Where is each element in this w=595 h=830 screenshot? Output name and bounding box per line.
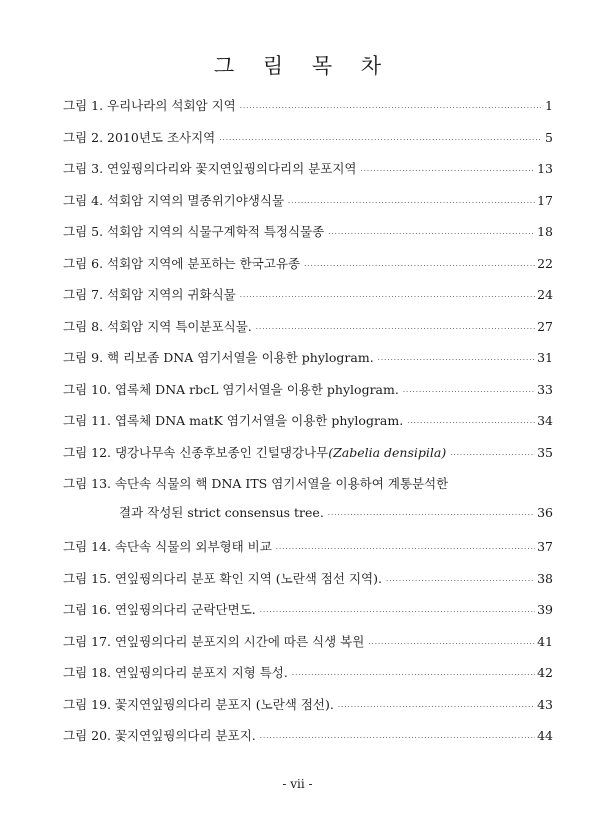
species-name: (Zabelia densipila) bbox=[328, 444, 447, 460]
toc-entry-label: 그림 4. 석회암 지역의 멸종위기야생식물 bbox=[63, 192, 285, 208]
toc-entry-page: 24 bbox=[537, 287, 553, 302]
toc-entry-page: 35 bbox=[537, 444, 553, 460]
toc-entry-19[interactable] bbox=[63, 692, 553, 724]
toc-entry-10[interactable] bbox=[63, 377, 553, 409]
toc-entry-label: 그림 14. 속단속 식물의 외부형태 비교 bbox=[63, 539, 272, 554]
dot-leader bbox=[260, 608, 535, 616]
toc-entry-17[interactable] bbox=[63, 629, 553, 661]
toc-entry-label: 그림 1. 우리나라의 석회암 지역 bbox=[63, 98, 236, 113]
dot-leader bbox=[276, 545, 535, 553]
toc-entry-label bbox=[63, 443, 446, 461]
dot-leader bbox=[328, 230, 535, 238]
toc-entry-page: 43 bbox=[537, 696, 553, 712]
toc-entry-label: 그림 10. 엽록체 DNA rbcL 염기서열을 이용한 phylogram. bbox=[63, 381, 399, 397]
dot-leader bbox=[288, 199, 535, 207]
dot-leader bbox=[240, 104, 541, 112]
toc-entry-8[interactable] bbox=[63, 314, 553, 346]
toc-entry-9[interactable] bbox=[63, 345, 553, 377]
dot-leader bbox=[240, 293, 535, 301]
toc-entry-label: 그림 9. 핵 리보좀 DNA 염기서열을 이용한 phylogram. bbox=[63, 350, 374, 365]
toc-entry-page: 18 bbox=[537, 224, 553, 239]
dot-leader bbox=[292, 671, 535, 679]
toc-entry-13-continued[interactable] bbox=[63, 503, 553, 535]
toc-entry-6[interactable] bbox=[63, 251, 553, 283]
dot-leader bbox=[260, 734, 535, 742]
toc-entry-page: 22 bbox=[537, 255, 553, 271]
toc-entry-label: 그림 15. 연잎꿩의다리 분포 확인 지역 (노란색 점선 지역). bbox=[63, 570, 382, 586]
toc-entry-page: 38 bbox=[537, 570, 553, 586]
toc-entry-label-text: 그림 12. 댕강나무속 신종후보종인 긴털댕강나무 bbox=[63, 444, 329, 460]
toc-entry-label: 그림 3. 연잎꿩의다리와 꽃지연잎꿩의다리의 분포지역 bbox=[63, 161, 357, 176]
toc-entry-4[interactable] bbox=[63, 188, 553, 220]
toc-entry-page: 39 bbox=[537, 602, 553, 617]
toc-entry-page: 41 bbox=[537, 633, 553, 649]
toc-entry-page: 33 bbox=[537, 381, 553, 397]
page-title: 그 림 목 차 bbox=[213, 54, 393, 78]
toc-entry-18[interactable] bbox=[63, 660, 553, 692]
toc-entry-label: 그림 18. 연잎꿩의다리 분포지 지형 특성. bbox=[63, 665, 288, 680]
toc-entry-12[interactable] bbox=[63, 440, 553, 472]
dot-leader bbox=[328, 511, 535, 519]
toc-entry-page: 27 bbox=[537, 318, 553, 334]
toc-entry-page: 5 bbox=[545, 129, 553, 145]
toc-entry-page: 31 bbox=[537, 350, 553, 365]
toc-entry-20[interactable] bbox=[63, 723, 553, 755]
dot-leader bbox=[256, 325, 535, 333]
toc-entry-page: 36 bbox=[537, 504, 553, 520]
dot-leader bbox=[403, 388, 535, 396]
toc-entry-label: 그림 13. 속단속 식물의 핵 DNA ITS 염기서열을 이용하여 계통분석한 bbox=[63, 476, 449, 491]
toc-entry-page: 17 bbox=[537, 192, 553, 208]
toc-entry-7[interactable] bbox=[63, 282, 553, 314]
toc-entry-page: 13 bbox=[537, 161, 553, 176]
toc-entry-15[interactable] bbox=[63, 566, 553, 598]
toc-entry-3[interactable] bbox=[63, 156, 553, 188]
dot-leader bbox=[386, 577, 535, 585]
toc-entry-1[interactable] bbox=[63, 93, 553, 125]
toc-entry-5[interactable] bbox=[63, 219, 553, 251]
toc-entry-label: 그림 19. 꽃지연잎꿩의다리 분포지 (노란색 점선). bbox=[63, 696, 334, 712]
toc-entry-page: 1 bbox=[545, 98, 553, 113]
toc-entry-14[interactable] bbox=[63, 534, 553, 566]
toc-entry-label: 그림 16. 연잎꿩의다리 군락단면도. bbox=[63, 602, 256, 617]
dot-leader bbox=[338, 703, 535, 711]
dot-leader bbox=[407, 419, 535, 427]
toc-entry-2[interactable] bbox=[63, 125, 553, 157]
toc-entry-label: 그림 20. 꽃지연잎꿩의다리 분포지. bbox=[63, 728, 256, 743]
toc-entry-page: 37 bbox=[537, 539, 553, 554]
page-number-footer: - vii - bbox=[282, 777, 313, 791]
dot-leader bbox=[368, 640, 535, 648]
toc-entry-label: 그림 11. 엽록체 DNA matK 염기서열을 이용한 phylogram. bbox=[63, 413, 404, 428]
toc-entry-page: 44 bbox=[537, 728, 553, 743]
toc-entry-label: 그림 7. 석회암 지역의 귀화식물 bbox=[63, 287, 236, 302]
table-of-figures bbox=[63, 93, 553, 755]
toc-entry-16[interactable] bbox=[63, 597, 553, 629]
dot-leader bbox=[450, 451, 535, 459]
toc-entry-label: 그림 8. 석회암 지역 특이분포식물. bbox=[63, 318, 252, 334]
toc-entry-13[interactable] bbox=[63, 471, 553, 503]
toc-entry-label: 그림 6. 석회암 지역에 분포하는 한국고유종 bbox=[63, 255, 301, 271]
toc-entry-page: 42 bbox=[537, 665, 553, 680]
toc-entry-page: 34 bbox=[537, 413, 553, 428]
dot-leader bbox=[360, 167, 535, 175]
dot-leader bbox=[219, 136, 541, 144]
toc-entry-label-continued: 결과 작성된 strict consensus tree. bbox=[119, 504, 324, 520]
toc-entry-label: 그림 2. 2010년도 조사지역 bbox=[63, 129, 216, 145]
toc-entry-label: 그림 5. 석회암 지역의 식물구계학적 특정식물종 bbox=[63, 224, 325, 239]
toc-entry-11[interactable] bbox=[63, 408, 553, 440]
dot-leader bbox=[304, 262, 535, 270]
dot-leader bbox=[378, 356, 535, 364]
toc-entry-label: 그림 17. 연잎꿩의다리 분포지의 시간에 따른 식생 복원 bbox=[63, 633, 365, 649]
